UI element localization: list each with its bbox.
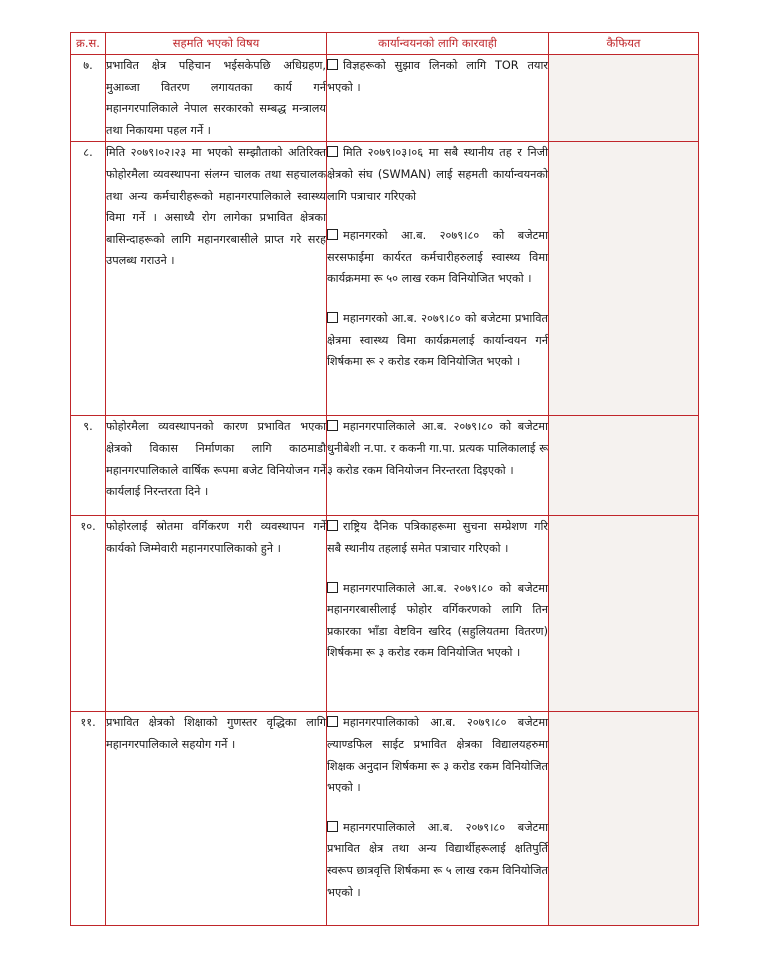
action-item [327,578,548,664]
action-text: मिति २०७९।०३।०६ मा सबै स्थानीय तह र निजी क्षेत्रको संघ (SWMAN) लाई सहमती कार्यान्वयनको लागि पत्राचार गरिएको [327,146,548,203]
row-subject: मिति २०७९।०२।२३ मा भएको सम्झौताको अतिरिक्त फोहोरमैला व्यवस्थापना संलग्न चालक तथा सहचालक तथा अन्य कर्मचारीहरूको महानगरपालिकाले स्वास्थ्य विमा गर्ने । असाध्यै रोग लागेका प्रभावित क्षेत्रका बासिन्दाहरूको लागि महानगरबासीले प्राप्त गरे सरह उपलब्ध गराउने । [106,142,327,416]
action-item [327,308,548,373]
row-subject: प्रभावित क्षेत्र पहिचान भईसकेपछि अधिग्रहण, मुआब्जा वितरण लगायतका कार्य गर्न महानगरपालिकाले नेपाल सरकारको सम्बद्ध मन्त्रालय तथा निकायमा पहल गर्ने । [106,55,327,142]
row-actions [327,416,549,516]
action-text: महानगरपालिकाले आ.ब. २०७९।८० को बजेटमा महानगरबासीलाई फोहोर वर्गिकरणको लागि तिन प्रकारका भाँडा वेष्टविन खरिद (सहुलियतमा वितरण) शिर्षकमा रू ३ करोड रकम विनियोजित भएको । [327,581,548,660]
row-sn: १०. [71,516,106,712]
agreement-table [70,32,699,926]
action-text: विज्ञहरूको सुझाव लिनको लागि TOR तयार भएको । [327,59,548,94]
header-subject: सहमति भएको विषय [106,33,327,55]
table-row [71,416,699,516]
row-sn: ८. [71,142,106,416]
checkbox-icon [327,59,338,70]
row-sn: ९. [71,416,106,516]
action-item [327,225,548,290]
row-actions [327,142,549,416]
row-sn: ११. [71,712,106,926]
action-text: महानगरको आ.ब. २०७९।८० को बजेटमा सरसफाईमा कार्यरत कर्मचारीहरुलाई स्वास्थ्य विमा कार्यक्रममा रू ५० लाख रकम विनियोजित भएको । [327,229,548,286]
action-text: महानगरपालिकाले आ.ब. २०७९।८० बजेटमा प्रभावित क्षेत्र तथा अन्य विद्यार्थीहरूलाई क्षतिपुर्ति स्वरूप छात्रवृत्ति शिर्षकमा रू ५ लाख रकम विनियोजित भएको । [327,820,548,899]
table-header-row [71,33,699,55]
table-row [71,516,699,712]
checkbox-icon [327,582,338,593]
row-remarks [549,55,699,142]
action-item [327,55,548,98]
action-item [327,142,548,207]
table-row [71,712,699,926]
row-actions [327,712,549,926]
action-item [327,516,548,559]
action-text: महानगरपालिकाको आ.ब. २०७९।८० बजेटमा ल्याण्डफिल साईट प्रभावित क्षेत्रका विद्यालयहरुमा शिक्षक अनुदान शिर्षकमा रू ३ करोड रकम विनियोजित भएको । [327,716,548,795]
row-remarks [549,142,699,416]
checkbox-icon [327,146,338,157]
row-actions [327,55,549,142]
checkbox-icon [327,520,338,531]
checkbox-icon [327,229,338,240]
action-text: राष्ट्रिय दैनिक पत्रिकाहरूमा सुचना सम्प्रेशण गरि सबै स्थानीय तहलाई समेत पत्राचार गरिएको । [327,520,548,555]
row-remarks [549,516,699,712]
action-item [327,416,548,481]
row-subject: प्रभावित क्षेत्रको शिक्षाको गुणस्तर वृद्धिका लागि महानगरपालिकाले सहयोग गर्ने । [106,712,327,926]
header-action: कार्यान्वयनको लागि कारवाही [327,33,549,55]
row-remarks [549,416,699,516]
action-text: महानगरपालिकाले आ.ब. २०७९।८० को बजेटमा धुनीबेशी न.पा. र ककनी गा.पा. प्रत्यक पालिकालाई रू ३ करोड रकम विनियोजन निरन्तरता दिइएको । [327,420,548,477]
checkbox-icon [327,312,338,323]
action-text: महानगरको आ.ब. २०७९।८० को बजेटमा प्रभावित क्षेत्रमा स्वास्थ्य विमा कार्यक्रमलाई कार्यान्वयन गर्न शिर्षकमा रू २ करोड रकम विनियोजित भएको । [327,311,548,369]
action-item [327,817,548,903]
row-remarks [549,712,699,926]
row-subject: फोहोरमैला व्यवस्थापनको कारण प्रभावित भएका क्षेत्रको विकास निर्माणका लागि काठमाडौ महानगरपालिकाले वार्षिक रूपमा बजेट विनियोजन गर्ने कार्यलाई निरन्तरता दिने । [106,416,327,516]
action-item [327,712,548,798]
checkbox-icon [327,420,338,431]
table-row [71,55,699,142]
header-remarks: कैफियत [549,33,699,55]
checkbox-icon [327,821,338,832]
table-row [71,142,699,416]
checkbox-icon [327,716,338,727]
row-subject: फोहोरलाई स्रोतमा वर्गिकरण गरी व्यवस्थापन गर्ने कार्यको जिम्मेवारी महानगरपालिकाको हुने । [106,516,327,712]
header-sn: क्र.स. [71,33,106,55]
row-actions [327,516,549,712]
row-sn: ७. [71,55,106,142]
